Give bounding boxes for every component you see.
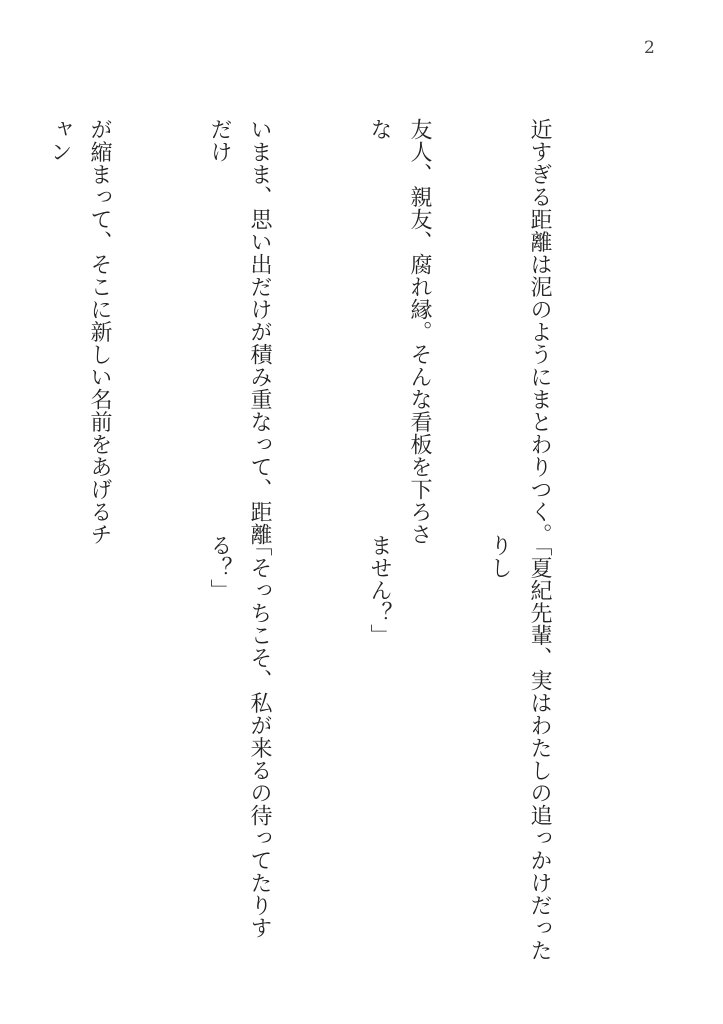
text-line: 近すぎる距離は泥のようにまとわりつく。 bbox=[527, 118, 552, 546]
lower-text-block bbox=[0, 534, 639, 974]
text-line: 友人、親友、腐れ縁。そんな看板を下ろさな bbox=[367, 118, 432, 546]
blank-line bbox=[79, 534, 119, 974]
text-line: 「そっちこそ、私が来るの待ってたりする？」 bbox=[207, 534, 272, 939]
upper-text-block bbox=[0, 118, 639, 558]
text-line: が縮まって、そこに新しい名前をあげるチャン bbox=[47, 118, 112, 546]
text-line: 「夏紀先輩、実はわたしの追っかけだったりし bbox=[487, 534, 552, 962]
text-line: ません？」 bbox=[367, 534, 392, 647]
text-line: いまま、思い出だけが積み重なって、距離だけ bbox=[207, 118, 272, 546]
page-number: 2 bbox=[644, 38, 655, 58]
